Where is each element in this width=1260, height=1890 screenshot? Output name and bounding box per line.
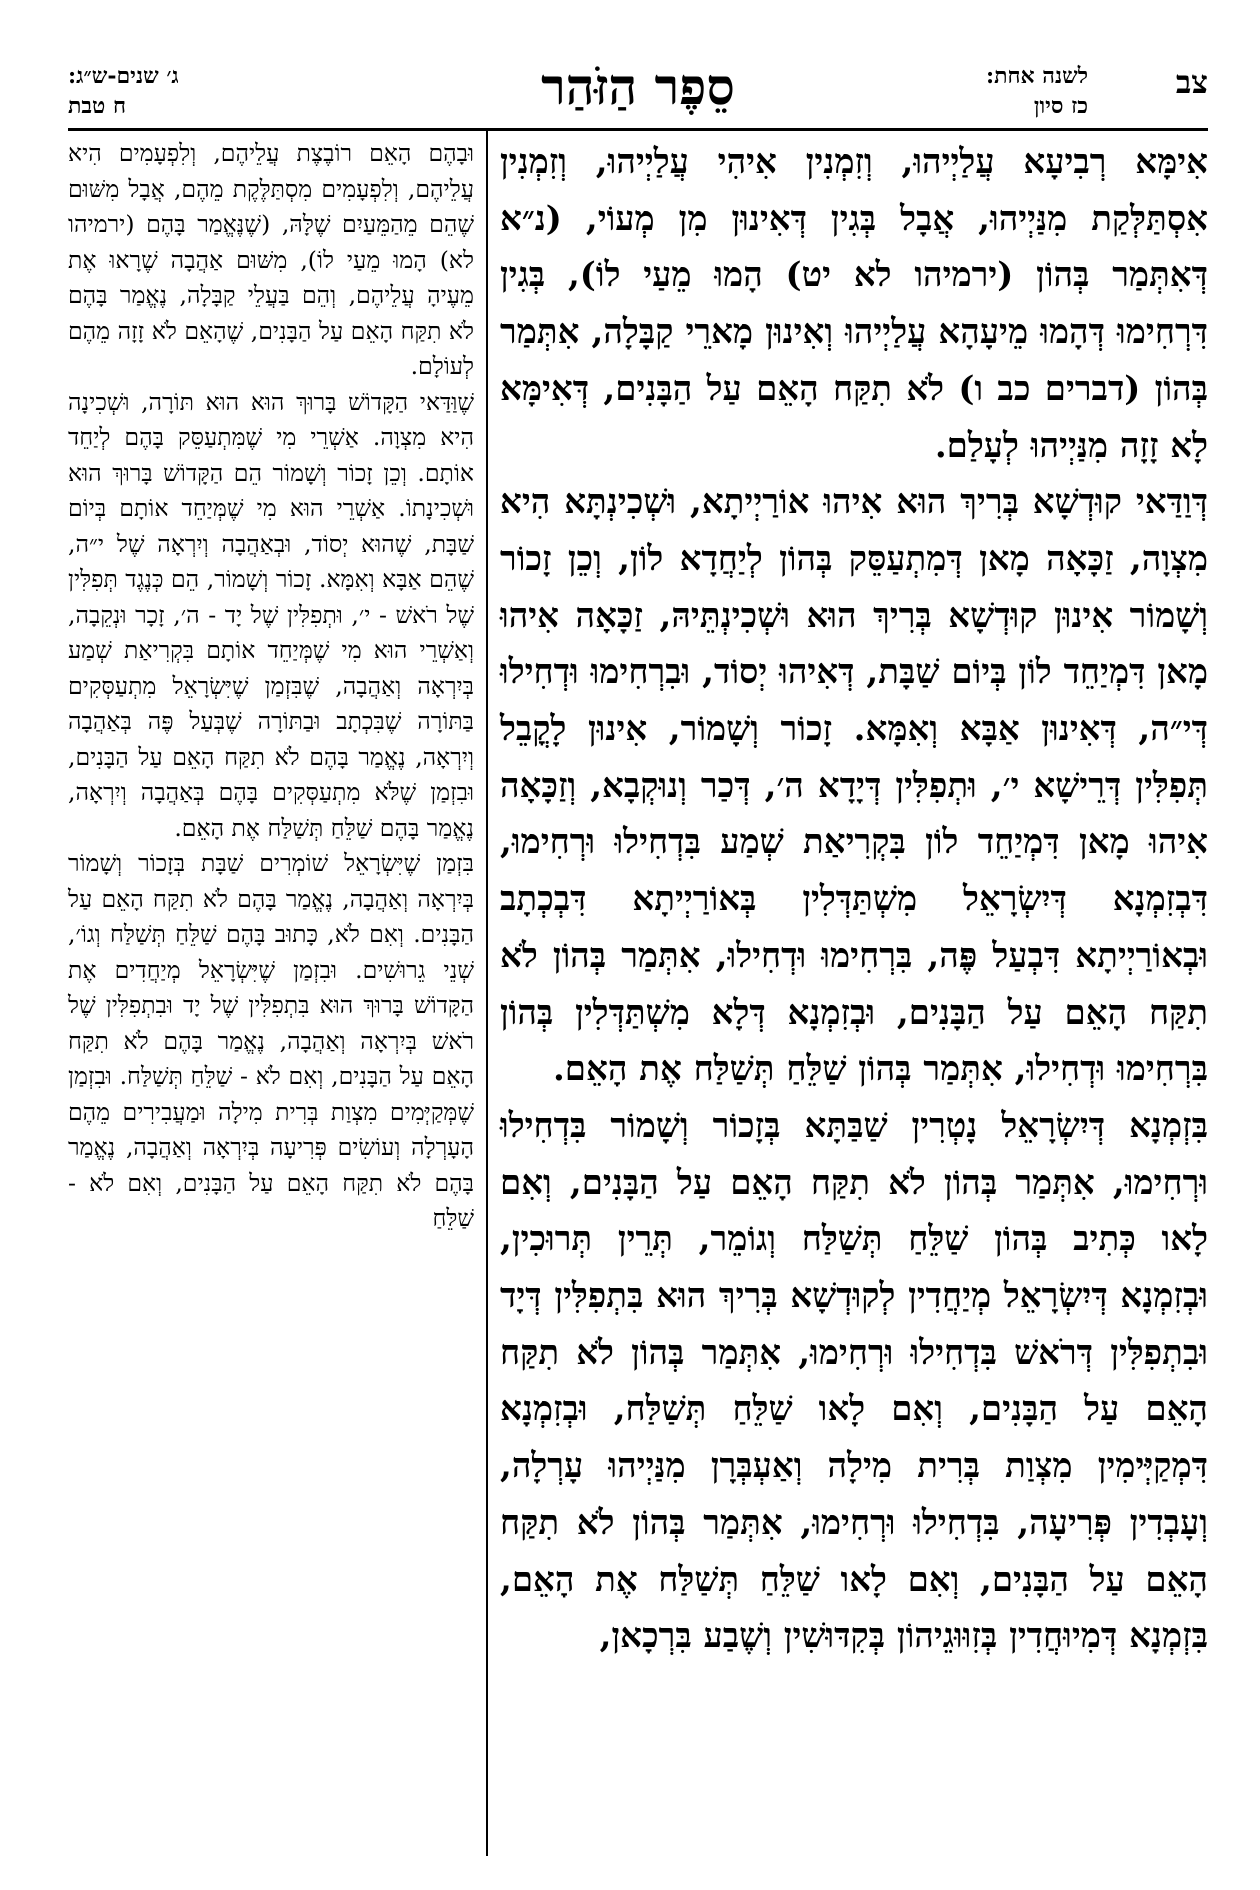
daily-schedule-three-years xyxy=(68,61,179,121)
aramaic-paragraph: דְּוַדַּאי קוּדְשָׁא בְּרִיךְ הוּא אִיהוּ אוֹרַיְיתָא, וּשְׁכִינְתָּא הִיא מִצְוָה, זַכָּאָה מָאן דְּמִתְעַסֵּק בְּהוֹן לְיַחֲדָא לוֹן, וְכֵן זָכוֹר וְשָׁמוֹר אִינוּן קוּדְשָׁא בְּרִיךְ הוּא וּשְׁכִינְתֵּיהּ, זַכָּאָה אִיהוּ מָאן דִּמְיַחֵד לוֹן בְּיוֹם שַׁבָּת, דְּאִיהוּ יְסוֹד, וּבִרְחִימוּ וּדְחִילוּ דְּי״ה, דְּאִינוּן אַבָּא וְאִמָּא. זָכוֹר וְשָׁמוֹר, אִינוּן לָקֳבֵל תְּפִלִּין דְּרֵישָׁא י׳, וּתְפִלִּין דְּיָדָא ה׳, דְּכַר וְנוּקְבָא, וְזַכָּאָה אִיהוּ מָאן דִּמְיַחֵד לוֹן בִּקְרִיאַת שְׁמַע בִּדְחִילוּ וּרְחִימוּ, דִּבְזִמְנָא דְּיִשְׂרָאֵל מִשְׁתַּדְּלִין בְּאוֹרַיְיתָא דִּבְכְתָב וּבְאוֹרַיְיתָא דִּבְעַל פֶּה, בִּרְחִימוּ וּדְחִילוּ, אִתְּמַר בְּהוֹן לֹא תִקַּח הָאֵם עַל הַבָּנִים, וּבְזִמְנָא דְּלָא מִשְׁתַּדְּלִין בְּהוֹן בִּרְחִימוּ וּדְחִילוּ, אִתְּמַר בְּהוֹן שַׁלֵּחַ תְּשַׁלַּח אֶת הָאֵם. xyxy=(500,482,1208,1090)
aramaic-text-column xyxy=(500,134,1208,1665)
page-number: צב xyxy=(1175,63,1208,101)
book-title: סֵפֶר הַזֹּהַר xyxy=(541,57,735,116)
hebrew-translation-column xyxy=(68,136,474,1237)
header-rule xyxy=(68,128,1208,131)
schedule-label-one-year: לשנה אחת: xyxy=(985,63,1088,89)
schedule-label-three-years: ג׳ שנים-ש״ג: xyxy=(68,63,179,89)
translation-paragraph: וּבָהֶם הָאֵם רוֹבֶצֶת עֲלֵיהֶם, וְלִפְעָמִים הִיא עֲלֵיהֶם, וְלִפְעָמִים מִסְתַּלֶּקֶת מֵהֶם, אֲבָל מִשּׁוּם שֶׁהֵם מֵהַמֵּעַיִם שֶׁלָּהּ, (שֶׁנֶּאֱמַר בָּהֶם (ירמיהו לא) הָמוּ מֵעַי לוֹ), מִשּׁוּם אַהֲבָה שֶׁרָאוּ אֶת מֵעֶיהָ עֲלֵיהֶם, וְהֵם בַּעֲלֵי קַבָּלָה, נֶאֱמַר בָּהֶם לֹא תִקַּח הָאֵם עַל הַבָּנִים, שֶׁהָאֵם לֹא זָזָה מֵהֶם לְעוֹלָם. xyxy=(68,139,474,380)
aramaic-paragraph: בִּזְמְנָא דְּיִשְׂרָאֵל נָטְרִין שַׁבַּתָּא בְּזָכוֹר וְשָׁמוֹר בִּדְחִילוּ וּרְחִימוּ, אִתְּמַר בְּהוֹן לֹא תִקַּח הָאֵם עַל הַבָּנִים, וְאִם לָאו כְּתִיב בְּהוֹן שַׁלֵּחַ תְּשַׁלַּח וְגוֹמֵר, תְּרֵין תְּרוּכִין, וּבְזִמְנָא דְּיִשְׂרָאֵל מְיַחֲדִין לְקוּדְשָׁא בְּרִיךְ הוּא בִּתְפִלִּין דְּיָד וּבִתְפִלִּין דְּרֹאשׁ בִּדְחִילוּ וּרְחִימוּ, אִתְּמַר בְּהוֹן לֹא תִקַּח הָאֵם עַל הַבָּנִים, וְאִם לָאו שַׁלֵּחַ תְּשַׁלַּח, וּבְזִמְנָא דִּמְקַיְּימִין מִצְוַת בְּרִית מִילָה וְאַעְבְּרָן מִנַּיְיהוּ עָרְלָה, וְעָבְדִין פְּרִיעָה, בִּדְחִילוּ וּרְחִימוּ, אִתְּמַר בְּהוֹן לֹא תִקַּח הָאֵם עַל הַבָּנִים, וְאִם לָאו שַׁלֵּחַ תְּשַׁלַּח אֶת הָאֵם, בִּזְמְנָא דְּמִיוּחֲדִין בְּזִוּוּגֵיהוֹן בְּקִדּוּשִׁין וְשֶׁבַע בִּרְכָאן, xyxy=(500,1105,1208,1657)
page-header xyxy=(68,55,1208,125)
schedule-date-three-years: ח טבת xyxy=(68,93,126,119)
translation-paragraph: בִּזְמַן שֶׁיִּשְׂרָאֵל שׁוֹמְרִים שַׁבָּת בְּזָכוֹר וְשָׁמוֹר בְּיִרְאָה וְאַהֲבָה, נֶאֱמַר בָּהֶם לֹא תִקַּח הָאֵם עַל הַבָּנִים. וְאִם לֹא, כָּתוּב בָּהֶם שַׁלֵּחַ תְּשַׁלַּח וְגוֹ׳, שְׁנֵי גֵרוּשִׁים. וּבִזְמַן שֶׁיִּשְׂרָאֵל מְיַחֲדִים אֶת הַקָּדוֹשׁ בָּרוּךְ הוּא בִּתְפִלִּין שֶׁל יָד וּבִתְפִלִּין שֶׁל רֹאשׁ בְּיִרְאָה וְאַהֲבָה, נֶאֱמַר בָּהֶם לֹא תִקַּח הָאֵם עַל הַבָּנִים, וְאִם לֹא - שַׁלֵּחַ תְּשַׁלַּח. וּבִזְמַן שֶׁמְּקַיְּמִים מִצְוַת בְּרִית מִילָה וּמַעֲבִירִים מֵהֶם הָעָרְלָה וְעוֹשִׂים פְּרִיעָה בְּיִרְאָה וְאַהֲבָה, נֶאֱמַר בָּהֶם לֹא תִקַּח הָאֵם עַל הַבָּנִים, וְאִם לֹא - שַׁלֵּחַ xyxy=(68,849,474,1232)
schedule-date-one-year: כז סיון xyxy=(1033,93,1088,119)
translation-paragraph: שֶׁוַּדַּאי הַקָּדוֹשׁ בָּרוּךְ הוּא הוּא תּוֹרָה, וּשְׁכִינָה הִיא מִצְוָה. אַשְׁרֵי מִי שֶׁמִּתְעַסֵּק בָּהֶם לְיַחֵד אוֹתָם. וְכֵן זָכוֹר וְשָׁמוֹר הֵם הַקָּדוֹשׁ בָּרוּךְ הוּא וּשְׁכִינָתוֹ. אַשְׁרֵי הוּא מִי שֶׁמְּיַחֵד אוֹתָם בְּיוֹם שַׁבָּת, שֶׁהוּא יְסוֹד, וּבְאַהֲבָה וְיִרְאָה שֶׁל י״ה, שֶׁהֵם אַבָּא וְאִמָּא. זָכוֹר וְשָׁמוֹר, הֵם כְּנֶגֶד תְּפִלִּין שֶׁל רֹאשׁ - י׳, וּתְפִלִּין שֶׁל יָד - ה׳, זָכָר וּנְקֵבָה, וְאַשְׁרֵי הוּא מִי שֶׁמְּיַחֵד אוֹתָם בִּקְרִיאַת שְׁמַע בְּיִרְאָה וְאַהֲבָה, שֶׁבִּזְמַן שֶׁיִּשְׂרָאֵל מִתְעַסְּקִים בַּתּוֹרָה שֶׁבִּכְתָב וּבַתּוֹרָה שֶׁבְּעַל פֶּה בְּאַהֲבָה וְיִרְאָה, נֶאֱמַר בָּהֶם לֹא תִקַּח הָאֵם עַל הַבָּנִים, וּבִזְמַן שֶׁלֹּא מִתְעַסְּקִים בָּהֶם בְּאַהֲבָה וְיִרְאָה, נֶאֱמַר בָּהֶם שַׁלֵּחַ תְּשַׁלַּח אֶת הָאֵם. xyxy=(68,387,474,842)
aramaic-paragraph: אִימָּא רְבִיעָא עֲלַיְיהוּ, וְזִמְנִין אִיהִי עֲלַיְיהוּ, וְזִמְנִין אִסְתַּלְּקַת מִנַּיְיהוּ, אֲבָל בְּגִין דְּאִינוּן מִן מְעוֹי, (נ״א דְּאִתְּמַר בְּהוֹן (ירמיהו לא יט) הָמוּ מֵעַי לוֹ), בְּגִין דִּרְחִימוּ דְּהָמוּ מֵיעָהָא עֲלַיְיהוּ וְאִינוּן מָארֵי קַבָּלָה, אִתְּמַר בְּהוֹן (דברים כב ו) לֹא תִקַּח הָאֵם עַל הַבָּנִים, דְּאִימָּא לָא זָזָה מִנַּיְיהוּ לְעָלַם. xyxy=(500,142,1208,466)
column-divider xyxy=(486,131,488,1856)
